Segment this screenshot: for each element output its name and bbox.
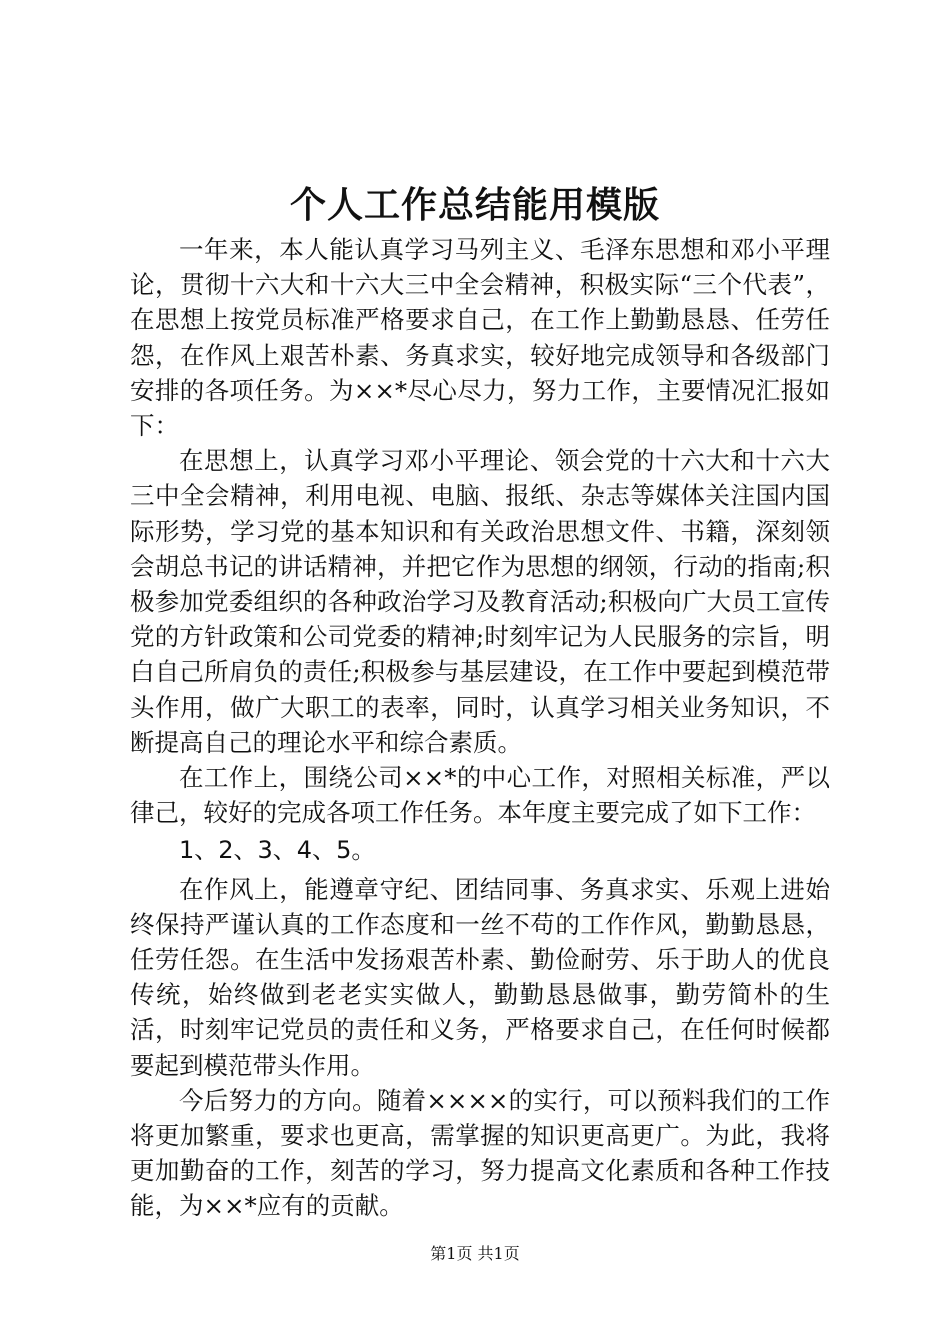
paragraph-work: 在工作上，围绕公司××*的中心工作，对照相关标准，严以律己，较好的完成各项工作任务。本年度主要完成了如下工作： [130, 763, 830, 828]
document-body [130, 232, 830, 1224]
paragraph-style: 在作风上，能遵章守纪、团结同事、务真求实、乐观上进始终保持严谨认真的工作态度和一丝不苟的工作作风，勤勤恳恳，任劳任怨。在生活中发扬艰苦朴素、勤俭耐劳、乐于助人的优良传统，始终做到老老实实做人，勤勤恳恳做事，勤劳简朴的生活，时刻牢记党员的责任和义务，严格要求自己，在任何时候都要起到模范带头作用。 [130, 874, 830, 1080]
work-items-list: 1、2、3、4、5。 [179, 836, 376, 865]
document-title: 个人工作总结能用模版 [289, 185, 660, 226]
paragraph-intro: 一年来，本人能认真学习马列主义、毛泽东思想和邓小平理论，贯彻十六大和十六大三中全会精神，积极实际“三个代表”，在思想上按党员标准严格要求自己，在工作上勤勤恳恳、任劳任怨，在作风上艰苦朴素、务真求实，较好地完成领导和各级部门安排的各项任务。为××*尽心尽力，努力工作，主要情况汇报如下： [130, 235, 830, 441]
page-footer: 第1页 共1页 [430, 1244, 520, 1263]
paragraph-direction: 今后努力的方向。随着××××的实行，可以预料我们的工作将更加繁重，要求也更高，需掌握的知识更高更广。为此，我将更加勤奋的工作，刻苦的学习，努力提高文化素质和各种工作技能，为××*应有的贡献。 [130, 1085, 830, 1221]
paragraph-thought: 在思想上，认真学习邓小平理论、领会党的十六大和十六大三中全会精神，利用电视、电脑、报纸、杂志等媒体关注国内国际形势，学习党的基本知识和有关政治思想文件、书籍，深刻领会胡总书记的讲话精神，并把它作为思想的纲领，行动的指南;积极参加党委组织的各种政治学习及教育活动;积极向广大员工宣传党的方针政策和公司党委的精神;时刻牢记为人民服务的宗旨，明白自己所肩负的责任;积极参与基层建设，在工作中要起到模范带头作用，做广大职工的表率，同时，认真学习相关业务知识，不断提高自己的理论水平和综合素质。 [130, 446, 830, 757]
